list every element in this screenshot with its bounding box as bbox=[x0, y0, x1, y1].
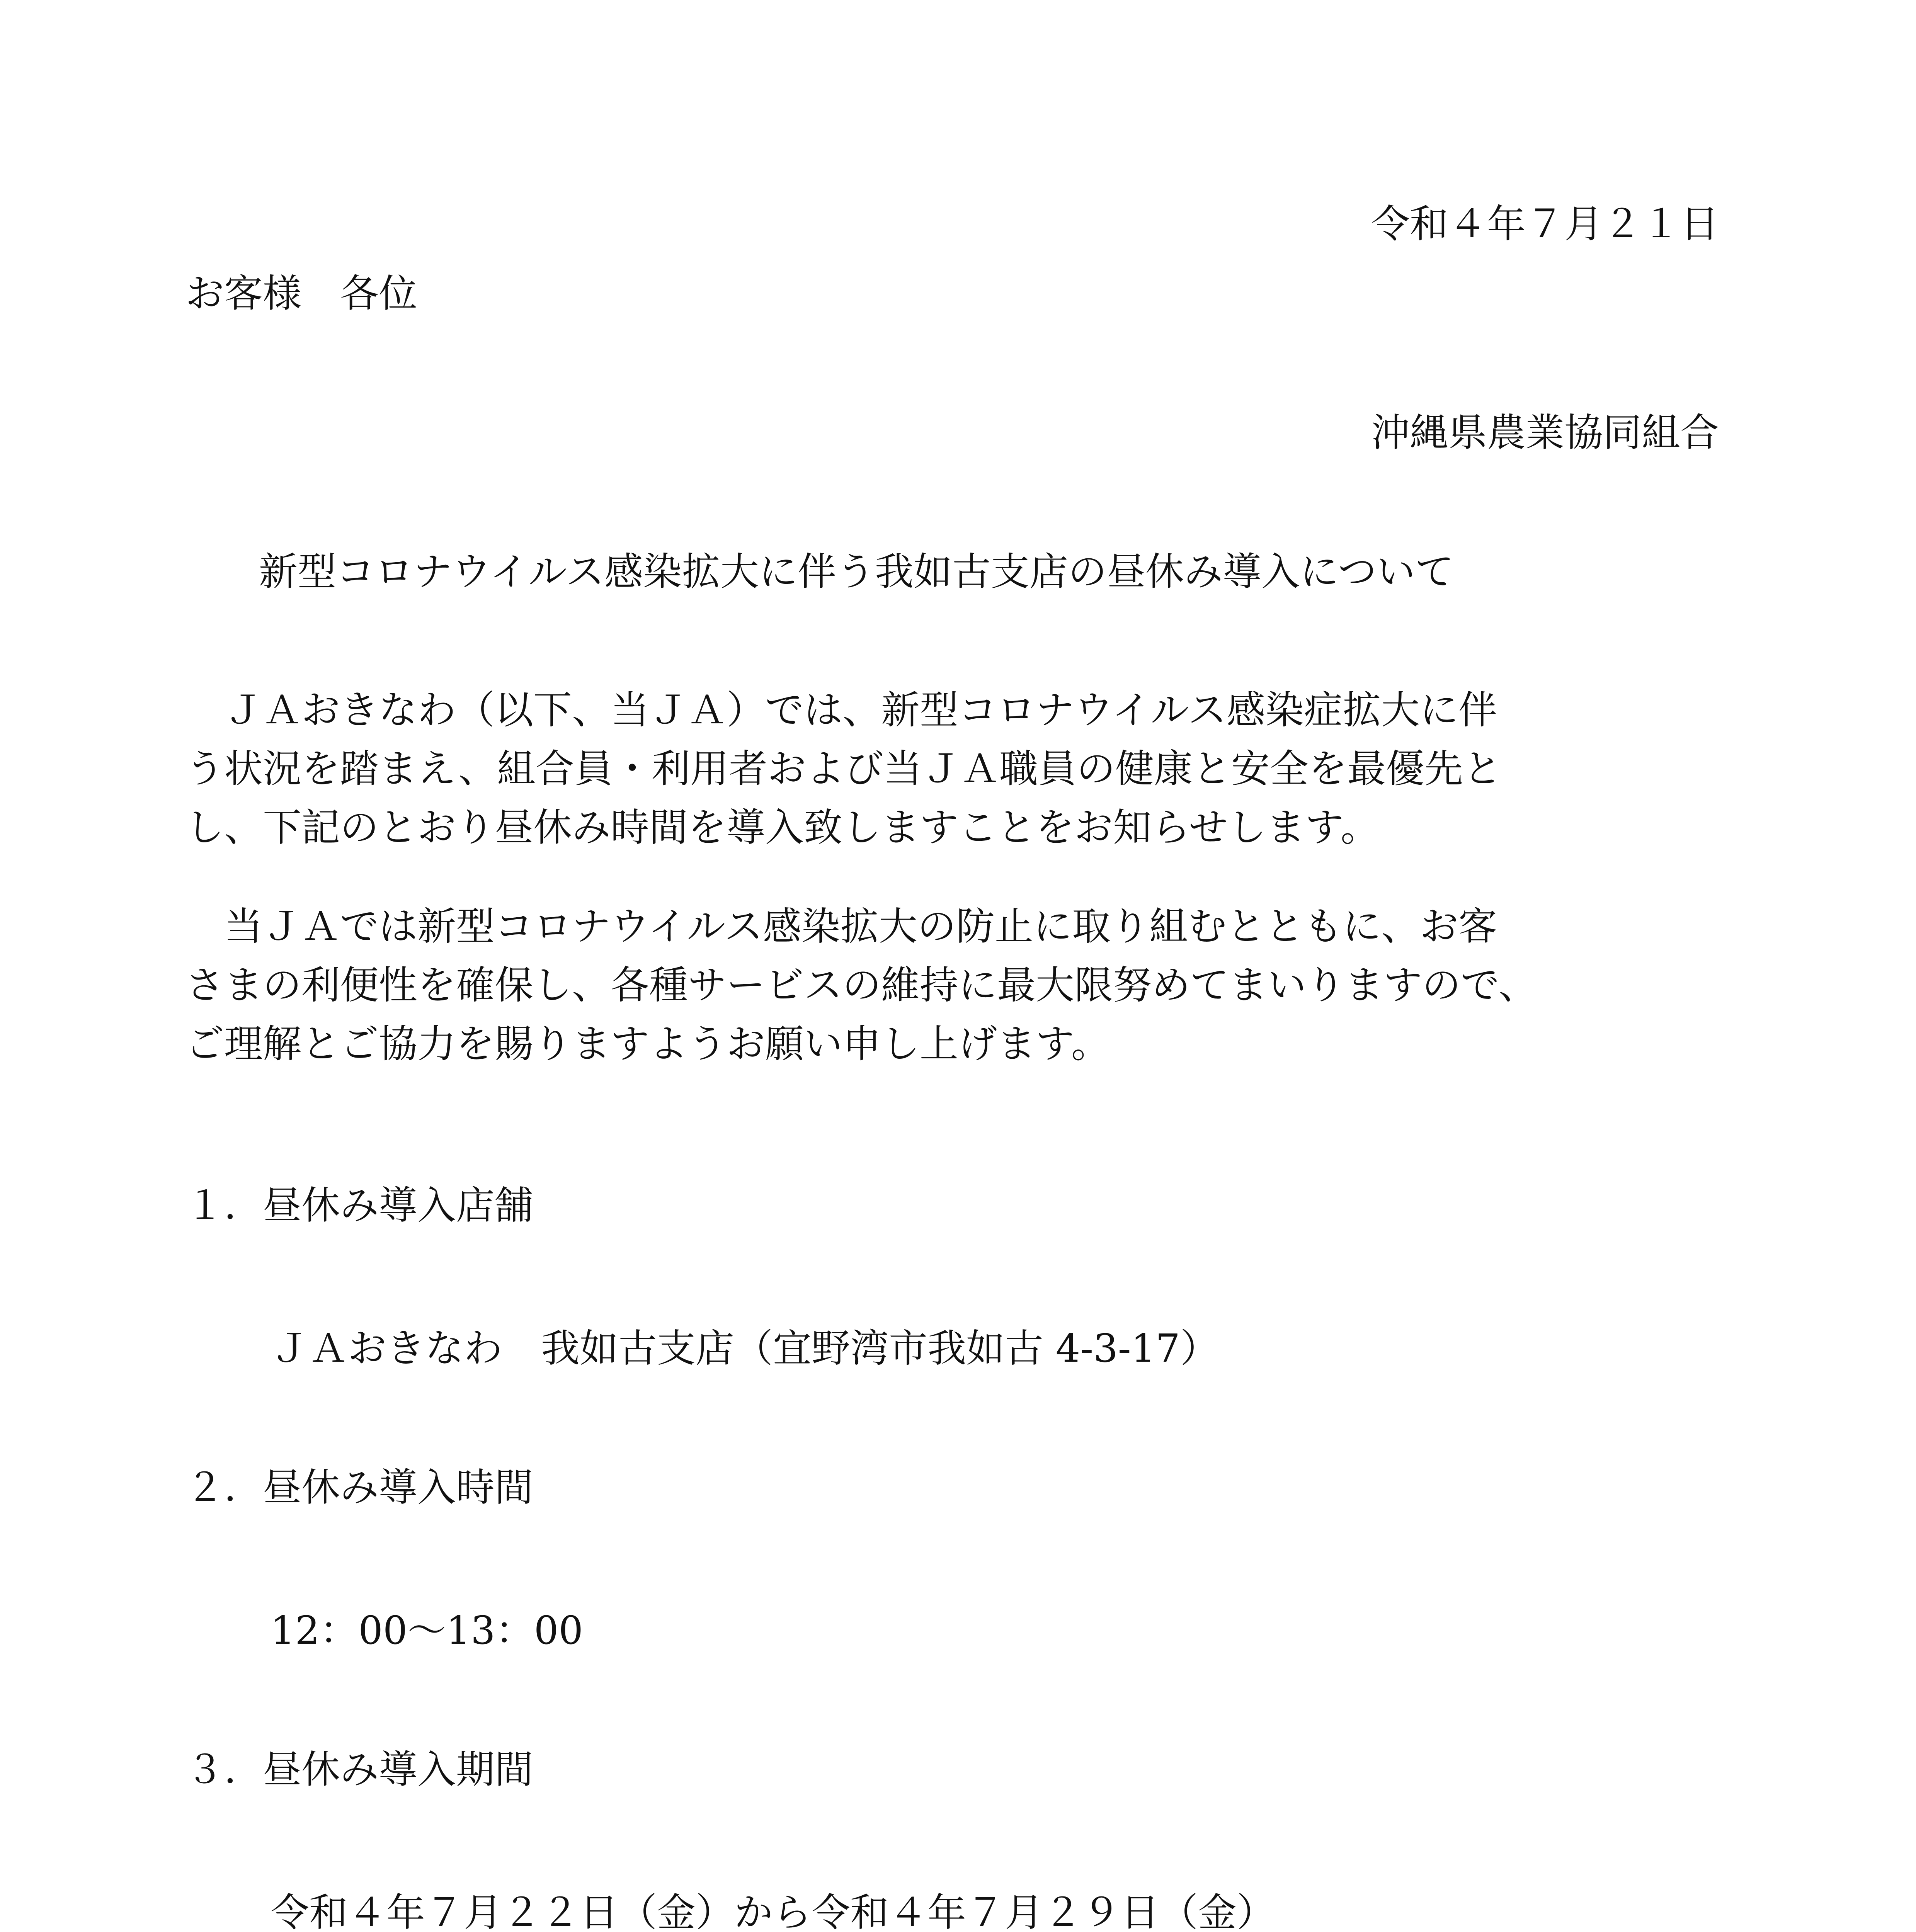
policy-paragraph bbox=[185, 897, 1739, 1073]
paragraph-line: し、下記のとおり昼休み時間を導入致しますことをお知らせします。 bbox=[185, 805, 1379, 850]
addressee: お客様 各位 bbox=[185, 271, 417, 316]
document-date: 令和４年７月２１日 bbox=[1371, 201, 1719, 247]
paragraph-line: 当ＪＡでは新型コロナウイルス感染拡大の防止に取り組むとともに、お客 bbox=[185, 904, 1497, 949]
section-heading-store: １．昼休み導入店舗 bbox=[185, 1183, 533, 1228]
paragraph-line: ＪＡおきなわ（以下、当ＪＡ）では、新型コロナウイルス感染症拡大に伴 bbox=[185, 687, 1497, 733]
paragraph-line: ご理解とご協力を賜りますようお願い申し上げます。 bbox=[185, 1021, 1110, 1066]
section-heading-time: ２．昼休み導入時間 bbox=[185, 1465, 533, 1510]
paragraph-line: さまの利便性を確保し、各種サービスの維持に最大限努めてまいりますので、 bbox=[185, 963, 1537, 1008]
paragraph-line: う状況を踏まえ、組合員・利用者および当ＪＡ職員の健康と安全を最優先と bbox=[185, 746, 1502, 791]
section-value-period: 令和４年７月２２日（金）から令和４年７月２９日（金） bbox=[271, 1890, 1275, 1932]
sender-organization: 沖縄県農業協同組合 bbox=[1371, 410, 1719, 455]
section-value-store: ＪＡおきなわ 我如古支店（宜野湾市我如古 4-3-17） bbox=[271, 1326, 1219, 1371]
intro-paragraph bbox=[185, 681, 1739, 857]
notice-title: 新型コロナウイルス感染拡大に伴う我如古支店の昼休み導入について bbox=[259, 549, 1454, 594]
section-value-time: 12：00～13：00 bbox=[271, 1608, 583, 1653]
section-heading-period: ３．昼休み導入期間 bbox=[185, 1747, 533, 1792]
